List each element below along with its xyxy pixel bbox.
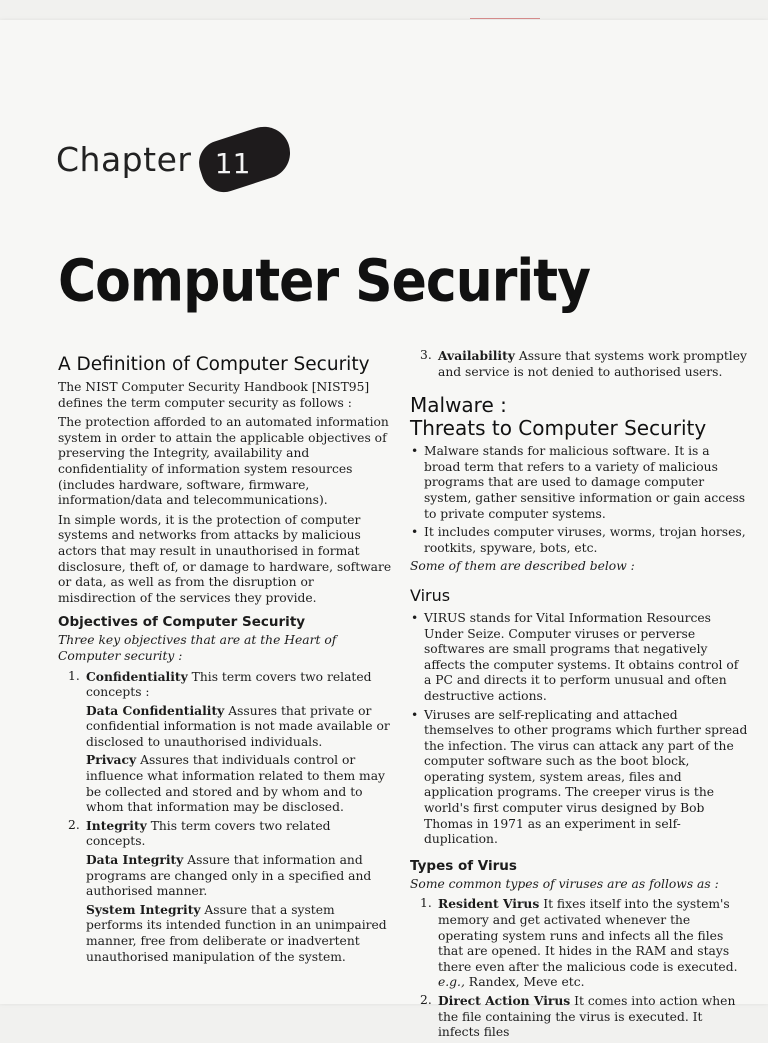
data-integrity: [58, 852, 393, 900]
list-item: • Malware stands for malicious software. It is a broad term that refers to a variety of malicious programs that are used to damage computer system, gather sensitive information or gain access to private computer systems.: [410, 444, 748, 522]
system-integrity: [58, 902, 393, 965]
virus-type-resident: [410, 896, 748, 991]
term: Resident Virus: [438, 896, 540, 912]
definition-simple: In simple words, it is the protection of computer systems and networks from attacks by malicious actors that may result in unauthorised in format disclosure, theft of, or damage to hardware, software or data, as well as from the disruption or misdirection of the services they provide.: [58, 512, 392, 605]
virus-list: [410, 611, 748, 848]
term-text: Assures that private or confidential information is not made available or disclosed to unauthorised individuals.: [86, 703, 390, 749]
term: System Integrity: [86, 901, 201, 917]
privacy: [58, 752, 393, 815]
term-text: Assures that individuals control or influence what information related to them may be collected and stored and by whom and to whom that information may be disclosed.: [86, 753, 385, 815]
list-item: • It includes computer viruses, worms, trojan horses, rootkits, spyware, bots, etc.: [410, 525, 748, 556]
malware-heading-line2: Threats to Computer Security: [410, 416, 707, 441]
term-text: It fixes itself into the system's memory and get activated whenever the operating system runs and infects all the files that are opened. It hides in the RAM and stays there even after the malicious code is executed.: [438, 897, 738, 974]
example-abbrev: e.g.,: [438, 975, 465, 990]
virus-heading: Virus: [410, 585, 451, 605]
malware-heading-line1: Malware :: [410, 393, 507, 418]
page-title: Computer Security: [58, 248, 590, 316]
virus-type-direct-action: [410, 993, 748, 1041]
left-column: [58, 354, 393, 967]
term-text: Assure that information and programs are changed only in a specified and authorised manner.: [86, 853, 372, 899]
term: Data Integrity: [86, 852, 184, 868]
list-item: • Viruses are self-replicating and attached themselves to other programs which further spread the infection. The virus can attack any part of the computer software such as the boot block, operating system, system areas, files and application programs. The creeper virus is the world's first computer virus designed by Bob Thomas in 1971 as an experiment in self-duplication.: [410, 708, 748, 848]
item-number: 1.: [420, 896, 432, 911]
right-column: [410, 346, 748, 1043]
types-heading: Types of Virus: [410, 857, 517, 874]
item-number: 2.: [68, 817, 80, 832]
term: Data Confidentiality: [86, 702, 225, 718]
term: Confidentiality: [86, 668, 188, 684]
objective-confidentiality: [58, 669, 393, 701]
term: Privacy: [86, 752, 137, 768]
malware-list: [410, 444, 748, 556]
objective-availability: [410, 348, 748, 380]
objective-integrity: [58, 818, 393, 850]
data-confidentiality: [58, 703, 393, 751]
item-number: 3.: [420, 348, 432, 362]
term: Integrity: [86, 817, 147, 833]
definition-heading: A Definition of Computer Security: [58, 354, 370, 375]
term-text: It comes into action when the file containing the virus is executed. It infects files: [438, 994, 736, 1040]
objectives-heading: Objectives of Computer Security: [58, 614, 306, 631]
term: Direct Action Virus: [438, 993, 571, 1008]
term: Availability: [438, 348, 515, 363]
chapter-header: [56, 133, 291, 185]
term-text: This term covers two related concepts.: [86, 818, 331, 849]
chapter-number: 11: [215, 146, 251, 180]
definition-quote: The protection afforded to an automated information system in order to attain the applicable objectives of preserving the Integrity, availability and confidentiality of information system resources (includes hardware, software, firmware, information/data and telecommunications).: [58, 415, 389, 508]
page-edge-mark: [470, 18, 540, 19]
malware-heading: [410, 394, 748, 440]
types-intro: Some common types of viruses are as follows as :: [410, 876, 719, 891]
malware-note: Some of them are described below :: [410, 559, 635, 574]
term-text: This term covers two related concepts :: [86, 669, 372, 700]
item-number: 1.: [68, 668, 80, 683]
chapter-label: Chapter: [56, 139, 192, 179]
term-text: Assure that systems work promptley and service is not denied to authorised users.: [438, 349, 747, 379]
term-text: Assure that a system performs its intended function in an unimpaired manner, free from deliberate or inadvertent unauthorised manipulation of the system.: [86, 902, 387, 964]
term-text-end: Randex, Meve etc.: [464, 975, 585, 990]
objectives-intro: Three key objectives that are at the Heart of Computer security :: [58, 633, 337, 663]
list-item: • VIRUS stands for Vital Information Resources Under Seize. Computer viruses or perverse softwares are small programs that negatively affects the computer systems. It obtains control of a PC and directs it to perform unusual and often destructive actions.: [410, 611, 748, 705]
definition-intro: The NIST Computer Security Handbook [NIST95] defines the term computer security as follows :: [58, 380, 370, 410]
item-number: 2.: [420, 993, 432, 1007]
